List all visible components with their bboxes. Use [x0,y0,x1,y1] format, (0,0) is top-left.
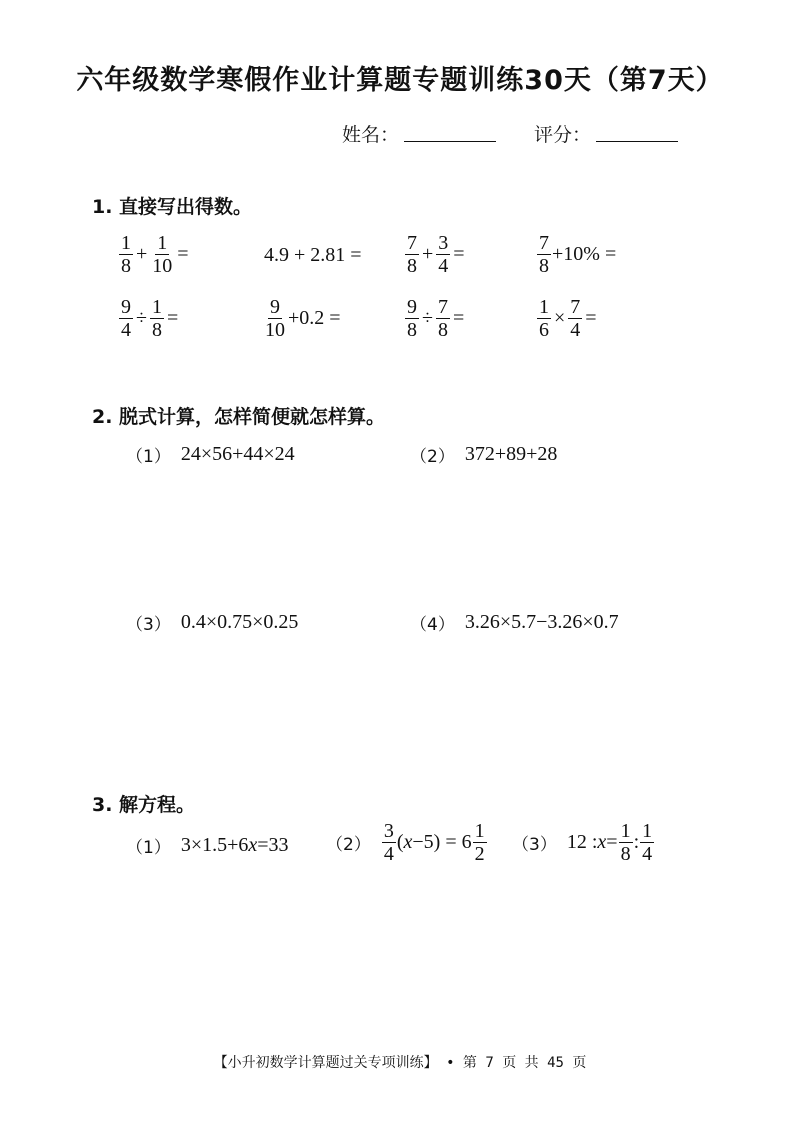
score-label: 评分： [534,124,592,146]
fraction: $\frac{7}{8}$ [539,232,549,277]
section-3-heading: 3. 解方程。 [92,794,196,816]
calc-problem-3: （3） 0.4×0.75×0.25 [126,611,299,635]
fraction: $\frac{3}{4}$ [438,232,449,277]
fraction: $\frac{1}{2}$ [474,820,485,865]
fraction: $\frac{1}{6}$ [539,296,549,341]
fraction: $\frac{1}{8}$ [620,820,631,865]
oral-item-3: $\frac{7}{8}$ + $\frac{3}{4}$ = [407,232,465,277]
fraction: $\frac{1}{10}$ [152,232,173,277]
fraction: $\frac{1}{8}$ [121,232,131,277]
oral-item-5: $\frac{9}{4}$ ÷ $\frac{1}{8}$ = [121,296,179,341]
fraction: $\frac{1}{4}$ [642,820,653,865]
equation-1: （1） 3×1.5+6 x =33 [126,833,289,858]
fraction: $\frac{9}{8}$ [407,296,417,341]
equation-2: （2） $\frac{3}{4}$ ( x −5) = 6 $\frac{1}{2}$ [326,820,485,865]
oral-item-7: $\frac{9}{8}$ ÷ $\frac{7}{8}$ = [407,296,465,341]
oral-item-2: 4.9 + 2.81 = [264,243,362,266]
score-field[interactable] [596,140,678,142]
fraction: $\frac{7}{8}$ [407,232,417,277]
page-footer: 【小升初数学计算题过关专项训练】 • 第 7 页 共 45 页 [213,1055,587,1071]
fraction: $\frac{7}{4}$ [570,296,581,341]
section-2-heading: 2. 脱式计算，怎样简便就怎样算。 [92,406,386,428]
name-label: 姓名： [342,124,400,146]
fraction: $\frac{7}{8}$ [437,296,448,341]
oral-item-1: $\frac{1}{8}$ + $\frac{1}{10}$ = [121,232,189,277]
equation-3: （3） 12 : x = $\frac{1}{8}$ : $\frac{1}{4}$ [512,820,653,865]
name-field[interactable] [404,140,496,142]
calc-problem-1: （1） 24×56+44×24 [126,443,295,467]
fraction: $\frac{9}{10}$ [265,296,285,341]
calc-problem-2: （2） 372+89+28 [410,443,558,467]
section-1-heading: 1. 直接写出得数。 [92,196,253,218]
fraction: $\frac{9}{4}$ [121,296,131,341]
oral-item-4: $\frac{7}{8}$ +10% = [539,232,617,277]
fraction: $\frac{3}{4}$ [383,820,394,865]
fraction: $\frac{1}{8}$ [151,296,162,341]
oral-item-8: $\frac{1}{6}$ × $\frac{7}{4}$ = [539,296,597,341]
page-title: 六年级数学寒假作业计算题专题训练30天（第7天） [76,65,724,96]
oral-item-6: $\frac{9}{10}$ +0.2 = [265,296,341,341]
calc-problem-4: （4） 3.26×5.7−3.26×0.7 [410,611,619,635]
